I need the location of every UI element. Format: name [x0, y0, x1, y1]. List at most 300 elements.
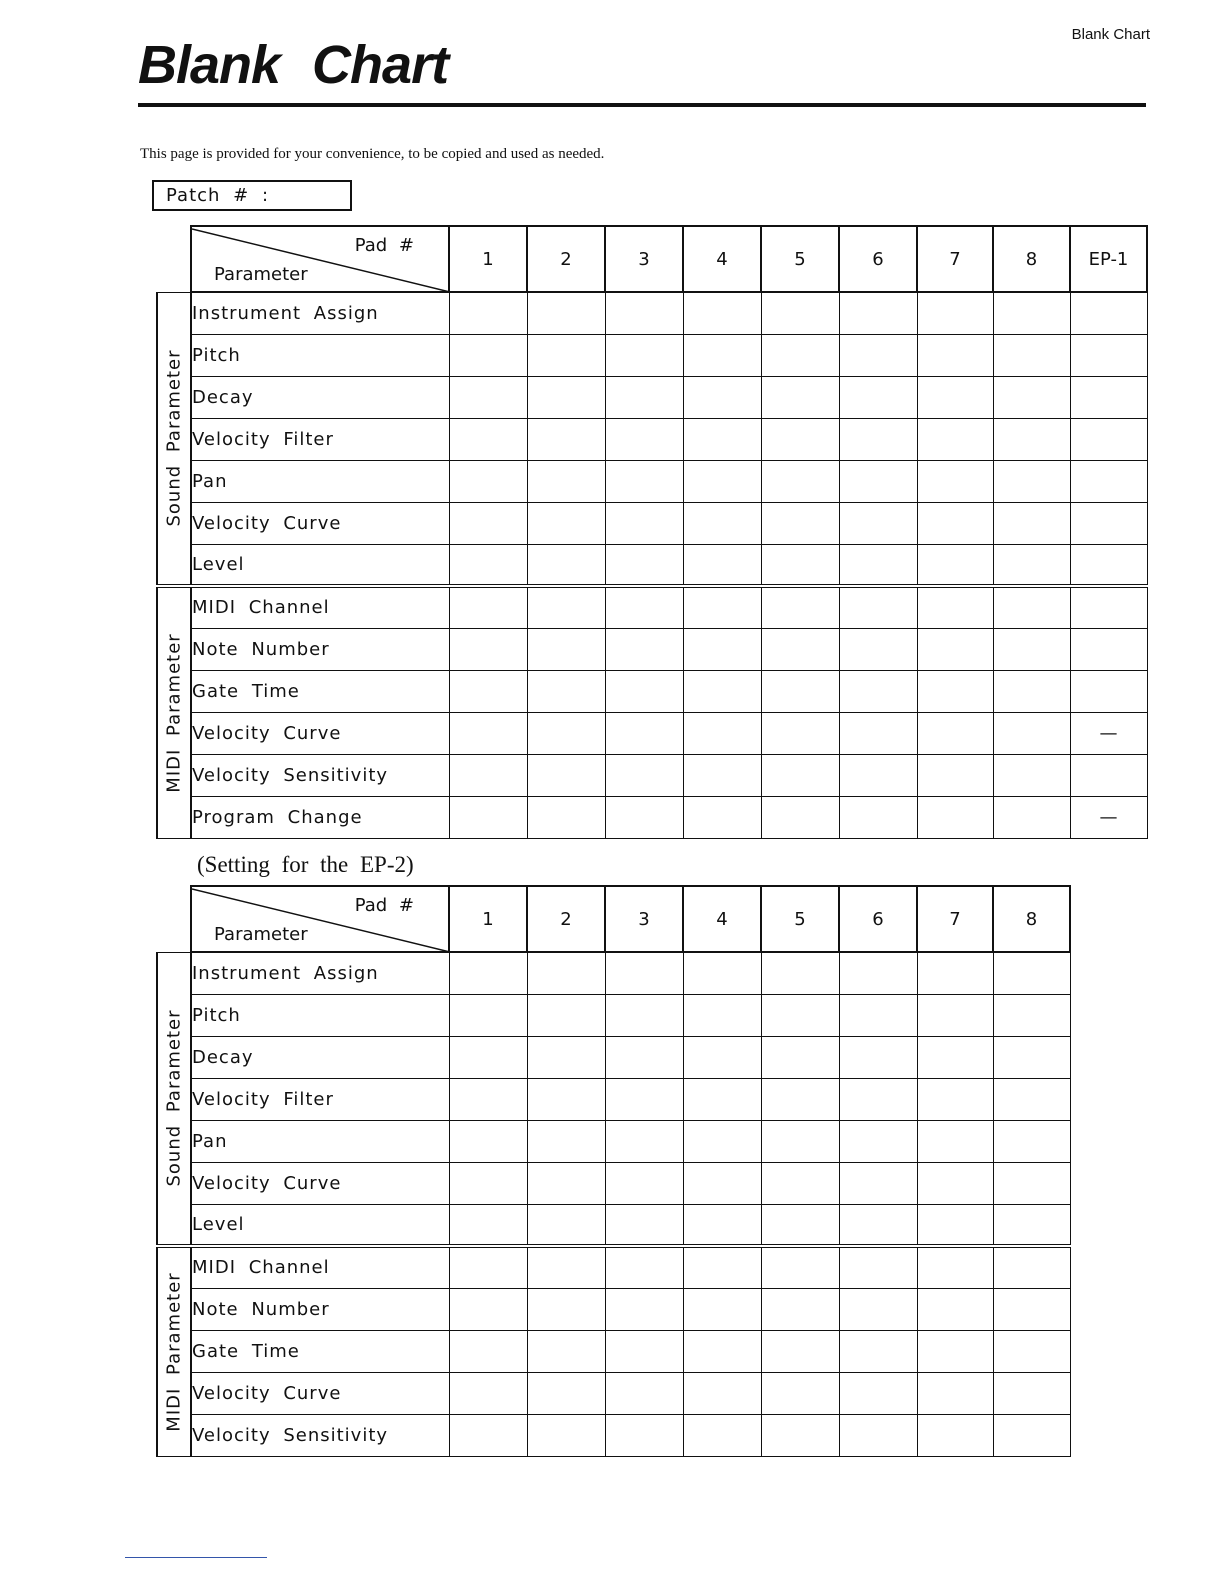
column-header-pad: 7 — [917, 226, 993, 292]
value-cell[interactable] — [683, 544, 761, 586]
value-cell[interactable] — [917, 628, 993, 670]
value-cell[interactable] — [605, 1120, 683, 1162]
value-cell[interactable] — [917, 994, 993, 1036]
value-cell[interactable] — [449, 1120, 527, 1162]
ep2-settings-table — [156, 885, 1071, 1457]
value-cell[interactable] — [449, 1330, 527, 1372]
value-cell[interactable] — [993, 460, 1070, 502]
midi-parameter-group-label: MIDI Parameter — [163, 1272, 185, 1432]
value-cell[interactable] — [917, 1288, 993, 1330]
parameter-name: Gate Time — [191, 1330, 449, 1372]
value-cell[interactable] — [1070, 628, 1147, 670]
value-cell[interactable] — [993, 1246, 1070, 1288]
parameter-name: Pitch — [191, 994, 449, 1036]
sound-parameter-group — [157, 952, 191, 1246]
value-cell[interactable] — [605, 502, 683, 544]
value-cell[interactable] — [527, 1246, 605, 1288]
value-cell[interactable] — [993, 544, 1070, 586]
value-cell[interactable] — [605, 670, 683, 712]
value-cell[interactable] — [839, 712, 917, 754]
patch-label: Patch # : — [166, 185, 270, 206]
value-cell[interactable] — [683, 460, 761, 502]
value-cell[interactable] — [761, 1162, 839, 1204]
value-cell[interactable] — [1070, 418, 1147, 460]
value-cell[interactable] — [527, 1204, 605, 1246]
parameter-name: Velocity Curve — [191, 1372, 449, 1414]
parameter-name: Velocity Sensitivity — [191, 1414, 449, 1456]
value-cell[interactable] — [527, 754, 605, 796]
value-cell[interactable] — [839, 796, 917, 838]
value-cell[interactable] — [683, 1078, 761, 1120]
value-cell[interactable] — [449, 754, 527, 796]
value-cell[interactable] — [449, 292, 527, 334]
midi-parameter-group — [157, 1246, 191, 1456]
value-cell[interactable] — [917, 502, 993, 544]
ep2-row — [157, 1120, 1070, 1162]
parameter-name: Velocity Sensitivity — [191, 754, 449, 796]
value-cell[interactable] — [605, 994, 683, 1036]
sound-parameter-group — [157, 292, 191, 586]
value-cell[interactable] — [839, 1246, 917, 1288]
value-cell[interactable] — [605, 952, 683, 994]
value-cell[interactable] — [527, 796, 605, 838]
value-cell[interactable] — [683, 754, 761, 796]
parameter-name: Level — [191, 544, 449, 586]
column-header-pad: 4 — [683, 226, 761, 292]
value-cell[interactable] — [1070, 292, 1147, 334]
value-cell[interactable] — [761, 1120, 839, 1162]
value-cell[interactable] — [839, 1330, 917, 1372]
value-cell[interactable] — [993, 1330, 1070, 1372]
parameter-name: Velocity Filter — [191, 418, 449, 460]
value-cell[interactable] — [605, 628, 683, 670]
value-cell[interactable] — [761, 1246, 839, 1288]
value-cell[interactable] — [683, 376, 761, 418]
value-cell[interactable] — [993, 1414, 1070, 1456]
parameter-name: Instrument Assign — [191, 292, 449, 334]
value-cell[interactable] — [449, 952, 527, 994]
value-cell[interactable] — [839, 502, 917, 544]
ep1-header-row — [157, 226, 1147, 292]
value-cell[interactable] — [839, 1414, 917, 1456]
ep1-row — [157, 502, 1147, 544]
value-cell[interactable] — [917, 418, 993, 460]
value-cell[interactable] — [527, 502, 605, 544]
value-cell[interactable] — [605, 460, 683, 502]
value-cell[interactable] — [993, 502, 1070, 544]
running-head: Blank Chart — [1071, 26, 1150, 43]
ep2-row — [157, 994, 1070, 1036]
value-cell[interactable] — [605, 334, 683, 376]
column-header-pad: 8 — [993, 226, 1070, 292]
value-cell[interactable] — [839, 1120, 917, 1162]
midi-parameter-group-label: MIDI Parameter — [163, 633, 185, 793]
value-cell[interactable] — [917, 1204, 993, 1246]
value-cell[interactable] — [683, 1162, 761, 1204]
value-cell[interactable] — [605, 292, 683, 334]
value-cell[interactable] — [839, 334, 917, 376]
ep2-corner-blank — [157, 886, 191, 952]
value-cell[interactable] — [683, 292, 761, 334]
value-cell[interactable] — [605, 1162, 683, 1204]
value-cell[interactable] — [761, 1288, 839, 1330]
pad-number-label: Pad # — [354, 895, 414, 916]
value-cell[interactable] — [449, 1246, 527, 1288]
value-cell[interactable] — [605, 544, 683, 586]
value-cell[interactable] — [683, 1246, 761, 1288]
value-cell[interactable] — [761, 796, 839, 838]
ep1-row — [157, 628, 1147, 670]
value-cell[interactable] — [993, 1372, 1070, 1414]
value-cell[interactable] — [917, 376, 993, 418]
value-cell[interactable] — [527, 586, 605, 628]
value-cell[interactable] — [527, 1414, 605, 1456]
value-cell[interactable] — [683, 502, 761, 544]
value-cell[interactable] — [449, 628, 527, 670]
value-cell[interactable] — [993, 376, 1070, 418]
value-cell[interactable] — [683, 1372, 761, 1414]
value-cell[interactable] — [449, 994, 527, 1036]
value-cell[interactable] — [761, 1204, 839, 1246]
value-cell[interactable] — [761, 670, 839, 712]
value-cell[interactable] — [527, 1162, 605, 1204]
value-cell[interactable] — [839, 1162, 917, 1204]
value-cell[interactable] — [917, 796, 993, 838]
value-cell[interactable] — [917, 712, 993, 754]
parameter-name: Pan — [191, 460, 449, 502]
value-cell[interactable] — [993, 418, 1070, 460]
ep1-row — [157, 712, 1147, 754]
value-cell[interactable] — [1070, 670, 1147, 712]
value-cell[interactable] — [1070, 586, 1147, 628]
value-cell[interactable] — [1070, 334, 1147, 376]
ep2-row — [157, 1036, 1070, 1078]
value-cell[interactable] — [993, 994, 1070, 1036]
parameter-name: Gate Time — [191, 670, 449, 712]
value-cell[interactable] — [605, 1330, 683, 1372]
value-cell[interactable] — [917, 334, 993, 376]
value-cell[interactable] — [839, 460, 917, 502]
column-header-pad: 3 — [605, 226, 683, 292]
ep1-row — [157, 796, 1147, 838]
value-cell[interactable] — [761, 628, 839, 670]
value-cell[interactable] — [449, 1204, 527, 1246]
ep2-row — [157, 1246, 1070, 1288]
ep2-caption: (Setting for the EP-2) — [197, 852, 414, 877]
value-cell[interactable] — [993, 952, 1070, 994]
value-cell[interactable] — [761, 754, 839, 796]
sound-parameter-group-label: Sound Parameter — [163, 1009, 185, 1187]
parameter-name: Level — [191, 1204, 449, 1246]
value-cell[interactable] — [761, 334, 839, 376]
value-cell[interactable] — [839, 1036, 917, 1078]
value-cell[interactable] — [605, 586, 683, 628]
midi-parameter-group — [157, 586, 191, 838]
value-cell[interactable] — [605, 418, 683, 460]
not-applicable-mark: — — [1070, 796, 1147, 838]
value-cell[interactable] — [1070, 460, 1147, 502]
value-cell[interactable] — [761, 1414, 839, 1456]
value-cell[interactable] — [761, 1372, 839, 1414]
value-cell[interactable] — [449, 796, 527, 838]
value-cell[interactable] — [761, 586, 839, 628]
value-cell[interactable] — [527, 334, 605, 376]
value-cell[interactable] — [605, 712, 683, 754]
value-cell[interactable] — [839, 952, 917, 994]
sound-parameter-group-label: Sound Parameter — [163, 349, 185, 527]
value-cell[interactable] — [839, 1288, 917, 1330]
column-header-pad: 1 — [449, 226, 527, 292]
value-cell[interactable] — [993, 586, 1070, 628]
value-cell[interactable] — [683, 1120, 761, 1162]
parameter-name: Decay — [191, 1036, 449, 1078]
value-cell[interactable] — [449, 1162, 527, 1204]
parameter-name: Instrument Assign — [191, 952, 449, 994]
value-cell[interactable] — [605, 376, 683, 418]
parameter-name: MIDI Channel — [191, 586, 449, 628]
value-cell[interactable] — [683, 952, 761, 994]
value-cell[interactable] — [449, 376, 527, 418]
ep1-row — [157, 586, 1147, 628]
value-cell[interactable] — [683, 1330, 761, 1372]
value-cell[interactable] — [527, 1288, 605, 1330]
value-cell[interactable] — [449, 544, 527, 586]
value-cell[interactable] — [839, 418, 917, 460]
value-cell[interactable] — [917, 754, 993, 796]
value-cell[interactable] — [449, 670, 527, 712]
value-cell[interactable] — [1070, 544, 1147, 586]
value-cell[interactable] — [449, 1036, 527, 1078]
value-cell[interactable] — [605, 1288, 683, 1330]
value-cell[interactable] — [683, 628, 761, 670]
ep2-row — [157, 1330, 1070, 1372]
value-cell[interactable] — [993, 334, 1070, 376]
value-cell[interactable] — [917, 1078, 993, 1120]
value-cell[interactable] — [527, 460, 605, 502]
column-header-pad: 8 — [993, 886, 1070, 952]
value-cell[interactable] — [605, 754, 683, 796]
value-cell[interactable] — [761, 376, 839, 418]
value-cell[interactable] — [449, 418, 527, 460]
value-cell[interactable] — [917, 544, 993, 586]
value-cell[interactable] — [993, 1036, 1070, 1078]
value-cell[interactable] — [449, 1078, 527, 1120]
value-cell[interactable] — [449, 586, 527, 628]
ep1-corner-blank — [157, 226, 191, 292]
value-cell[interactable] — [993, 796, 1070, 838]
not-applicable-mark: — — [1070, 712, 1147, 754]
value-cell[interactable] — [839, 292, 917, 334]
value-cell[interactable] — [527, 1120, 605, 1162]
value-cell[interactable] — [449, 334, 527, 376]
ep2-row — [157, 1078, 1070, 1120]
parameter-name: Velocity Curve — [191, 502, 449, 544]
value-cell[interactable] — [605, 1078, 683, 1120]
ep1-row — [157, 460, 1147, 502]
value-cell[interactable] — [839, 544, 917, 586]
ep2-header-row — [157, 886, 1070, 952]
value-cell[interactable] — [683, 1288, 761, 1330]
footer-line — [125, 1557, 267, 1558]
value-cell[interactable] — [839, 754, 917, 796]
ep1-row — [157, 754, 1147, 796]
column-header-pad: 7 — [917, 886, 993, 952]
value-cell[interactable] — [761, 460, 839, 502]
value-cell[interactable] — [449, 1288, 527, 1330]
value-cell[interactable] — [1070, 502, 1147, 544]
value-cell[interactable] — [761, 1330, 839, 1372]
value-cell[interactable] — [917, 1330, 993, 1372]
ep2-row — [157, 1372, 1070, 1414]
value-cell[interactable] — [527, 952, 605, 994]
value-cell[interactable] — [839, 994, 917, 1036]
parameter-name: Program Change — [191, 796, 449, 838]
column-header-pad: 2 — [527, 226, 605, 292]
column-header-pad: 2 — [527, 886, 605, 952]
value-cell[interactable] — [917, 586, 993, 628]
value-cell[interactable] — [605, 1372, 683, 1414]
value-cell[interactable] — [917, 1120, 993, 1162]
ep1-row — [157, 334, 1147, 376]
column-header-pad: 5 — [761, 886, 839, 952]
value-cell[interactable] — [683, 586, 761, 628]
value-cell[interactable] — [761, 292, 839, 334]
parameter-name: Note Number — [191, 628, 449, 670]
value-cell[interactable] — [527, 1372, 605, 1414]
value-cell[interactable] — [605, 1204, 683, 1246]
value-cell[interactable] — [993, 1204, 1070, 1246]
value-cell[interactable] — [917, 1246, 993, 1288]
parameter-name: Decay — [191, 376, 449, 418]
value-cell[interactable] — [527, 418, 605, 460]
value-cell[interactable] — [993, 1120, 1070, 1162]
value-cell[interactable] — [993, 754, 1070, 796]
value-cell[interactable] — [993, 1078, 1070, 1120]
value-cell[interactable] — [917, 670, 993, 712]
value-cell[interactable] — [839, 628, 917, 670]
value-cell[interactable] — [993, 628, 1070, 670]
value-cell[interactable] — [839, 1204, 917, 1246]
value-cell[interactable] — [449, 460, 527, 502]
value-cell[interactable] — [605, 1414, 683, 1456]
value-cell[interactable] — [839, 1078, 917, 1120]
column-header-pad: 4 — [683, 886, 761, 952]
value-cell[interactable] — [917, 1414, 993, 1456]
value-cell[interactable] — [527, 1036, 605, 1078]
parameter-name: Velocity Curve — [191, 1162, 449, 1204]
value-cell[interactable] — [993, 1288, 1070, 1330]
value-cell[interactable] — [839, 670, 917, 712]
value-cell[interactable] — [527, 628, 605, 670]
value-cell[interactable] — [839, 376, 917, 418]
value-cell[interactable] — [993, 670, 1070, 712]
value-cell[interactable] — [761, 1078, 839, 1120]
value-cell[interactable] — [761, 712, 839, 754]
column-header-pad: 3 — [605, 886, 683, 952]
value-cell[interactable] — [761, 994, 839, 1036]
value-cell[interactable] — [683, 796, 761, 838]
column-header-pad: 6 — [839, 886, 917, 952]
value-cell[interactable] — [605, 1246, 683, 1288]
patch-number-box[interactable] — [152, 180, 352, 211]
value-cell[interactable] — [527, 1078, 605, 1120]
value-cell[interactable] — [761, 502, 839, 544]
value-cell[interactable] — [449, 712, 527, 754]
value-cell[interactable] — [683, 670, 761, 712]
value-cell[interactable] — [993, 712, 1070, 754]
value-cell[interactable] — [449, 1414, 527, 1456]
parameter-name: MIDI Channel — [191, 1246, 449, 1288]
value-cell[interactable] — [917, 1162, 993, 1204]
value-cell[interactable] — [993, 1162, 1070, 1204]
value-cell[interactable] — [527, 376, 605, 418]
value-cell[interactable] — [683, 418, 761, 460]
value-cell[interactable] — [683, 712, 761, 754]
value-cell[interactable] — [605, 1036, 683, 1078]
value-cell[interactable] — [839, 586, 917, 628]
value-cell[interactable] — [993, 292, 1070, 334]
value-cell[interactable] — [449, 1372, 527, 1414]
value-cell[interactable] — [605, 796, 683, 838]
value-cell[interactable] — [761, 544, 839, 586]
value-cell[interactable] — [527, 292, 605, 334]
value-cell[interactable] — [1070, 376, 1147, 418]
value-cell[interactable] — [527, 1330, 605, 1372]
value-cell[interactable] — [683, 1204, 761, 1246]
value-cell[interactable] — [761, 952, 839, 994]
column-header-pad: 5 — [761, 226, 839, 292]
value-cell[interactable] — [683, 994, 761, 1036]
ep1-header-corner — [191, 226, 449, 292]
value-cell[interactable] — [527, 712, 605, 754]
value-cell[interactable] — [917, 1036, 993, 1078]
title-rule — [138, 103, 1146, 107]
value-cell[interactable] — [917, 1372, 993, 1414]
column-header-pad: 1 — [449, 886, 527, 952]
value-cell[interactable] — [917, 292, 993, 334]
ep1-row — [157, 376, 1147, 418]
value-cell[interactable] — [683, 334, 761, 376]
ep1-row — [157, 670, 1147, 712]
parameter-name: Pan — [191, 1120, 449, 1162]
ep1-row — [157, 544, 1147, 586]
parameter-name: Pitch — [191, 334, 449, 376]
intro-text: This page is provided for your convenience, to be copied and used as needed. — [140, 146, 605, 162]
ep2-row — [157, 1162, 1070, 1204]
ep1-row — [157, 418, 1147, 460]
value-cell[interactable] — [917, 460, 993, 502]
value-cell[interactable] — [917, 952, 993, 994]
ep2-row — [157, 1204, 1070, 1246]
ep1-settings-table — [156, 225, 1148, 839]
value-cell[interactable] — [449, 502, 527, 544]
value-cell[interactable] — [683, 1036, 761, 1078]
value-cell[interactable] — [761, 1036, 839, 1078]
ep2-header-corner — [191, 886, 449, 952]
value-cell[interactable] — [683, 1414, 761, 1456]
parameter-name: Velocity Curve — [191, 712, 449, 754]
value-cell[interactable] — [527, 670, 605, 712]
parameter-name: Note Number — [191, 1288, 449, 1330]
ep2-row — [157, 1288, 1070, 1330]
value-cell[interactable] — [527, 994, 605, 1036]
parameter-label: Parameter — [214, 264, 308, 285]
value-cell[interactable] — [839, 1372, 917, 1414]
value-cell[interactable] — [761, 418, 839, 460]
value-cell[interactable] — [527, 544, 605, 586]
value-cell[interactable] — [1070, 754, 1147, 796]
parameter-name: Velocity Filter — [191, 1078, 449, 1120]
